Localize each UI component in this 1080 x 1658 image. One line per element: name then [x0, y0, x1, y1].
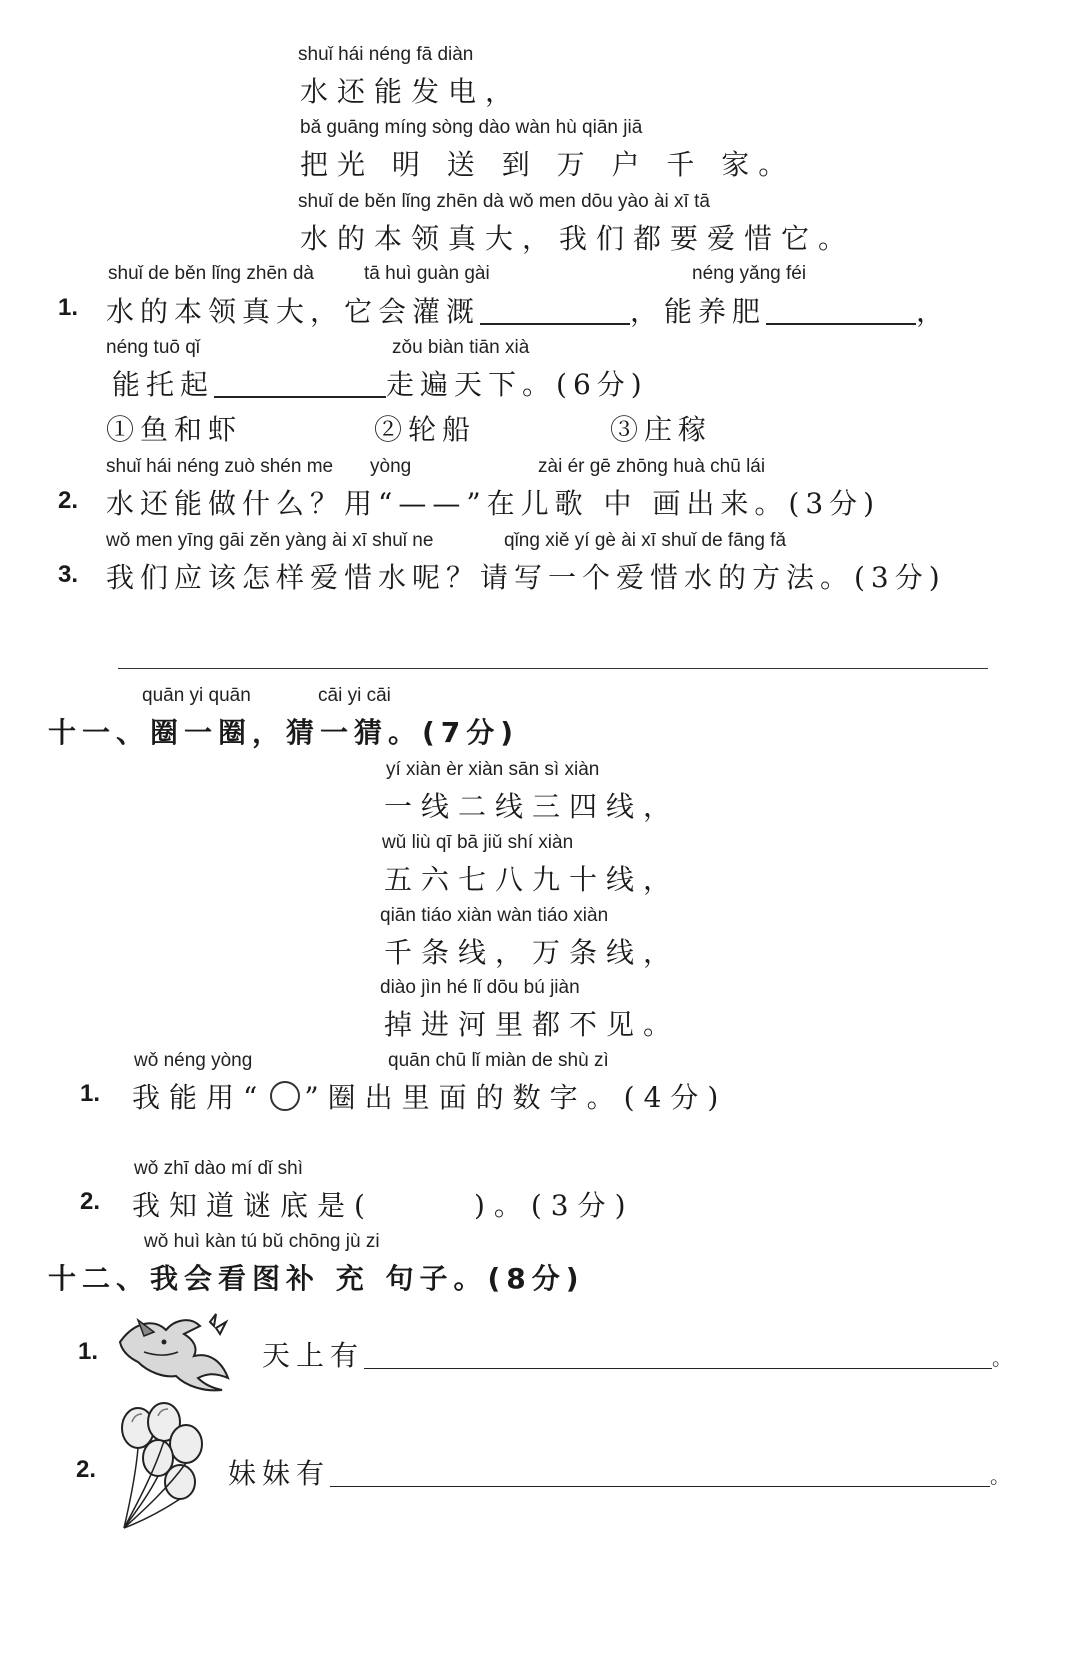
q2-number: 2.: [58, 487, 79, 514]
riddle-pinyin-2: wǔ liù qī bā jiǔ shí xiàn: [382, 832, 574, 853]
s11-q2-pinyin: wǒ zhī dào mí dǐ shì: [134, 1158, 303, 1179]
s12-item2-blank[interactable]: [330, 1486, 990, 1487]
riddle-pinyin-3: qiān tiáo xiàn wàn tiáo xiàn: [380, 905, 609, 926]
q2-pinyin-b: yòng: [370, 456, 412, 477]
q1-text-b: ，能养肥: [630, 295, 767, 328]
s12-item2-end: 。: [990, 1464, 1017, 1488]
s11-q1-pinyin-b: quān chū lǐ miàn de shù zì: [388, 1050, 609, 1071]
poem-pinyin-3: shuǐ de běn lǐng zhēn dà wǒ men dōu yào ài xī tā: [298, 191, 710, 212]
q1-pinyin-c: néng yǎng féi: [692, 263, 807, 284]
q1-pinyin-e: zǒu biàn tiān xià: [392, 337, 530, 358]
s12-item2-number: 2.: [76, 1456, 97, 1483]
q1-option-2: ②轮船: [374, 413, 477, 446]
s11-q2-text-b: )。(3分): [473, 1189, 635, 1222]
q3-text: 我们应该怎样爱惜水呢？请写一个爱惜水的方法。(3分): [106, 561, 946, 594]
riddle-pinyin-1: yí xiàn èr xiàn sān sì xiàn: [386, 759, 600, 780]
q1-blank-3[interactable]: [214, 396, 386, 398]
s12-title: 十二、我会看图补 充 句子。(8分): [48, 1262, 585, 1295]
balloons-icon: [108, 1402, 212, 1532]
q1-blank-1[interactable]: [480, 323, 630, 325]
q1-option-3: ③庄稼: [610, 413, 713, 446]
q2-pinyin-a: shuǐ hái néng zuò shén me: [106, 456, 334, 477]
q3-answer-line[interactable]: [118, 668, 988, 669]
s12-item1-end: 。: [992, 1346, 1019, 1370]
s11-q1-text-a: 我能用“: [132, 1081, 267, 1114]
s12-item2-line: [228, 1452, 1016, 1492]
q1-text-e: 走遍天下。(6分): [386, 368, 648, 401]
s12-item1-number: 1.: [78, 1338, 99, 1365]
q2-pinyin-c: zài ér gē zhōng huà chū lái: [538, 456, 766, 477]
q1-pinyin-b: tā huì guàn gài: [364, 263, 490, 284]
q1-text-c: ，: [916, 295, 951, 328]
q1-number: 1.: [58, 294, 79, 321]
q1-line-2: [112, 363, 648, 403]
q3-pinyin-b: qǐng xiě yí gè ài xī shuǐ de fāng fǎ: [504, 530, 787, 551]
s11-q2-text-a: 我知道谜底是(: [132, 1189, 374, 1222]
riddle-pinyin-4: diào jìn hé lǐ dōu bú jiàn: [380, 977, 580, 998]
circle-icon: [270, 1081, 300, 1111]
q3-pinyin-a: wǒ men yīng gāi zěn yàng ài xī shuǐ ne: [106, 530, 434, 551]
q2-text: 水还能做什么？用“——”在儿歌 中 画出来。(3分): [106, 487, 881, 520]
s11-q1-pinyin-a: wǒ néng yòng: [134, 1050, 253, 1071]
poem-line-2: 把光 明 送 到 万 户 千 家。: [300, 148, 796, 181]
s11-q2-line: [132, 1184, 635, 1224]
s11-title: 十一、圈一圈，猜一猜。(7分): [48, 716, 520, 749]
q3-number: 3.: [58, 561, 79, 588]
poem-line-1: 水还能发电，: [300, 75, 523, 108]
q1-text-a: 水的本领真大，它会灌溉: [106, 295, 481, 328]
poem-pinyin-2: bǎ guāng míng sòng dào wàn hù qiān jiā: [300, 117, 643, 138]
s11-q2-number: 2.: [80, 1188, 101, 1215]
s12-item1-line: [262, 1334, 1018, 1374]
q1-line-1: [106, 290, 950, 330]
s11-q1-text-b: ”圈出里面的数字。(4分): [304, 1081, 728, 1114]
s11-q1-line: [132, 1076, 727, 1116]
q1-text-d: 能托起: [112, 368, 215, 401]
swallow-icon: [114, 1312, 234, 1392]
s12-pinyin: wǒ huì kàn tú bǔ chōng jù zi: [144, 1231, 380, 1252]
q1-pinyin-d: néng tuō qǐ: [106, 337, 201, 358]
riddle-line-2: 五六七八九十线，: [384, 863, 681, 896]
q1-blank-2[interactable]: [766, 323, 916, 325]
s11-pinyin-b: cāi yi cāi: [318, 685, 391, 706]
s12-item1-blank[interactable]: [364, 1368, 992, 1369]
riddle-line-3: 千条线，万条线，: [384, 936, 681, 969]
s11-pinyin-a: quān yi quān: [142, 685, 251, 706]
s12-item1-text: 天上有: [262, 1339, 365, 1372]
riddle-line-1: 一线二线三四线，: [384, 790, 681, 823]
s12-item2-text: 妹妹有: [228, 1457, 331, 1490]
riddle-line-4: 掉进河里都不见。: [384, 1008, 681, 1041]
poem-line-3: 水的本领真大，我们都要爱惜它。: [300, 222, 856, 255]
s11-q1-number: 1.: [80, 1080, 101, 1107]
q1-option-1: ①鱼和虾: [106, 413, 243, 446]
q1-pinyin-a: shuǐ de běn lǐng zhēn dà: [108, 263, 314, 284]
poem-pinyin-1: shuǐ hái néng fā diàn: [298, 44, 474, 65]
